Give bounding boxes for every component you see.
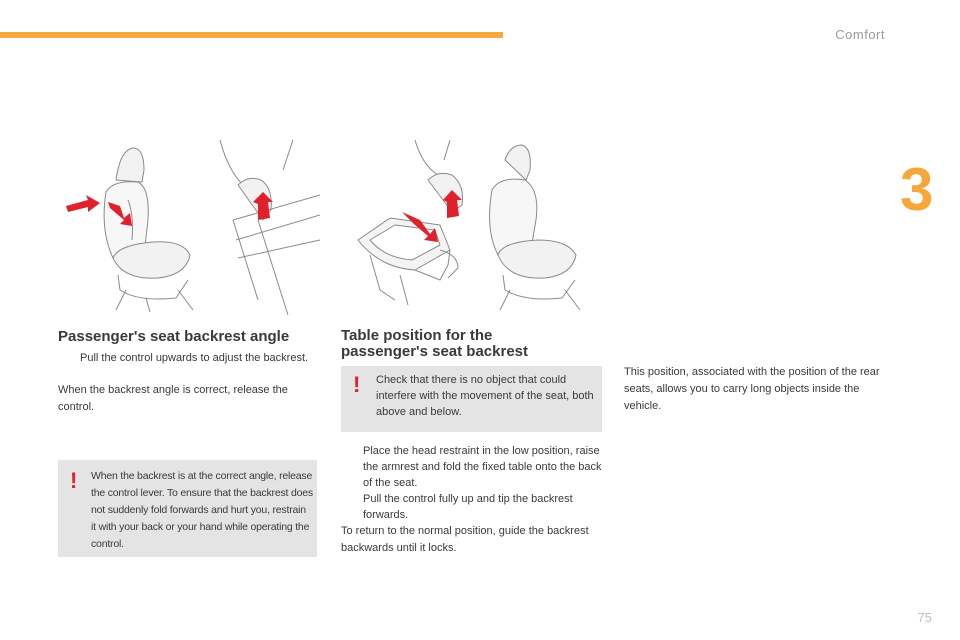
backrest-angle-illustration <box>58 140 320 320</box>
backrest-angle-note: When the backrest angle is correct, release the control. <box>58 384 288 413</box>
page-number: 75 <box>917 610 932 625</box>
table-step-1: Place the head restraint in the low position, raise the armrest and fold the fixed table onto the back of the seat. <box>363 445 602 489</box>
section-title: Comfort <box>835 27 885 42</box>
backrest-warning-box <box>58 460 317 557</box>
table-warning-box <box>341 366 602 432</box>
long-objects-note: This position, associated with the position of the rear seats, allows you to carry long objects inside the vehicle. <box>624 366 880 412</box>
backrest-angle-step: Pull the control upwards to adjust the backrest. <box>80 352 309 364</box>
warning-icon: ! <box>353 372 361 397</box>
warning-icon: ! <box>70 468 78 493</box>
seat-recline-drawing <box>58 140 320 320</box>
table-warning-text: Check that there is no object that could interfere with the movement of the seat, both above and below. <box>376 374 594 418</box>
table-position-heading: Table position for the passenger's seat backrest <box>341 327 529 360</box>
table-step-2: Pull the control fully up and tip the backrest forwards. <box>363 493 573 521</box>
seat-table-drawing <box>340 140 602 320</box>
red-arrow-icon <box>66 192 273 226</box>
table-position-illustration <box>340 140 602 320</box>
backrest-angle-heading: Passenger's seat backrest angle <box>58 328 290 345</box>
section-color-bar <box>0 32 503 38</box>
table-return-note: To return to the normal position, guide the backrest backwards until it locks. <box>341 525 589 554</box>
chapter-number: 3 <box>900 156 934 223</box>
backrest-warning-text: When the backrest is at the correct angle, release the control lever. To ensure that the backrest does not suddenly fold forwards and hurt you, restrain it with your back or your hand while operating the control. <box>91 470 313 550</box>
